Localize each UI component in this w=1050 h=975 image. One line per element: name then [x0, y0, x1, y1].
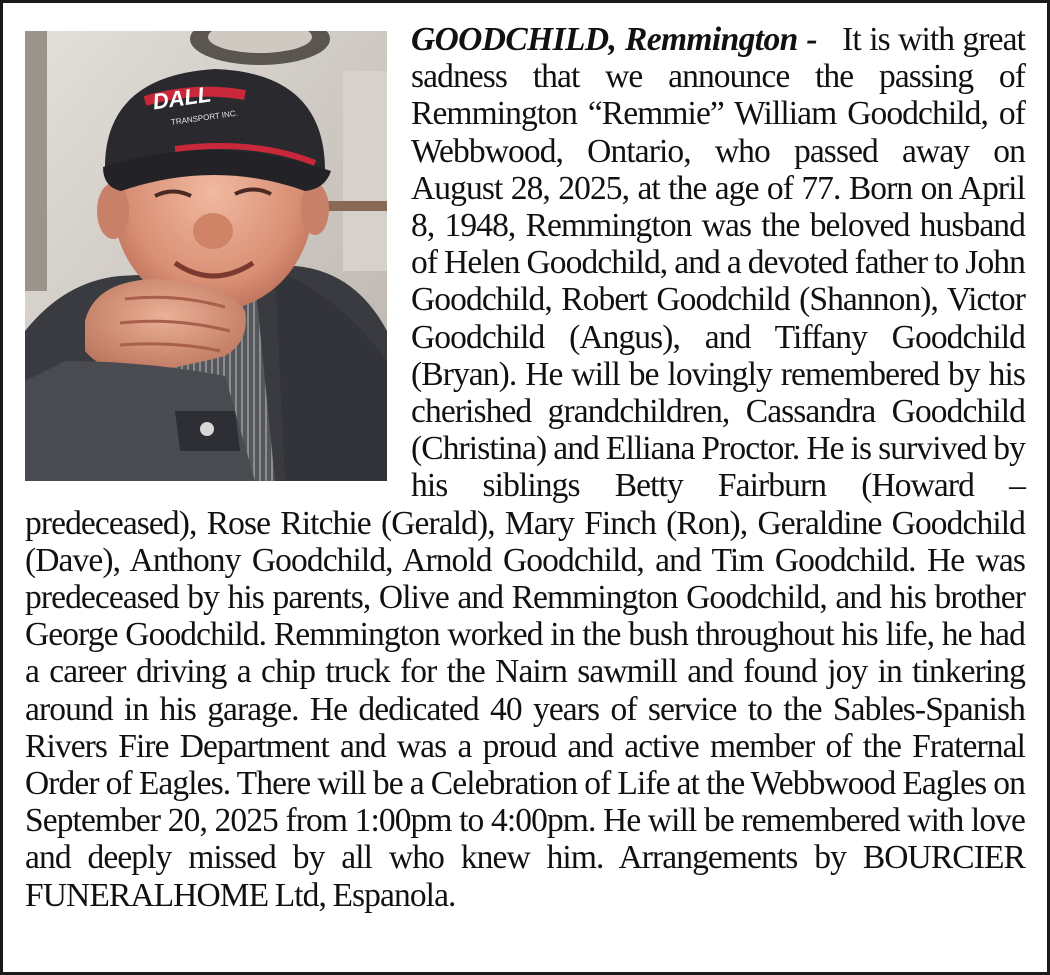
- portrait-illustration: [25, 31, 387, 481]
- deceased-name-heading: GOODCHILD, Remmington -: [411, 21, 817, 58]
- cap-subtext: TRANSPORT INC.: [170, 108, 239, 127]
- obituary-body: It is with great sadness that we announce the passing of Remmington “Remmie” William Goodchild, of Webbwood, Ontario, who passed away on August 28, 2025, at the age of 77. Born on April 8, 1948, Remmington was the beloved husband of Helen Goodchild, and a devoted father to John Goodchild, Robert Goodchild (Shannon), Victor Goodchild (Angus), and Tiffany Goodchild (Bryan). He will be lovingly remembered by his cherished grandchildren, Cassandra Goodchild (Christina) and Elliana Proctor. He is survived by his siblings Betty Fairburn (Howard – predeceased), Rose Ritchie (Gerald), Mary Finch (Ron), Geraldine Goodchild (Dave), Anthony Goodchild, Arnold Goodchild, and Tim Goodchild. He was predeceased by his parents, Olive and Remmington Goodchild, and his brother George Goodchild. Remmington worked in the bush throughout his life, he had a career driving a chip truck for the Nairn sawmill and found joy in tinkering around in his garage. He dedicated 40 years of service to the Sables-Spanish Rivers Fire Department and was a proud and active member of the Fraternal Order of Eagles. There will be a Celebration of Life at the Webbwood Eagles on September 20, 2025 from 1:00pm to 4:00pm. He will be remembered with love and deeply missed by all who knew him. Arrangements by BOURCIER FUNERALHOME Ltd, Espanola.: [25, 21, 1025, 914]
- cap-logo-text: DALL: [151, 81, 213, 115]
- portrait-photo: [25, 31, 387, 481]
